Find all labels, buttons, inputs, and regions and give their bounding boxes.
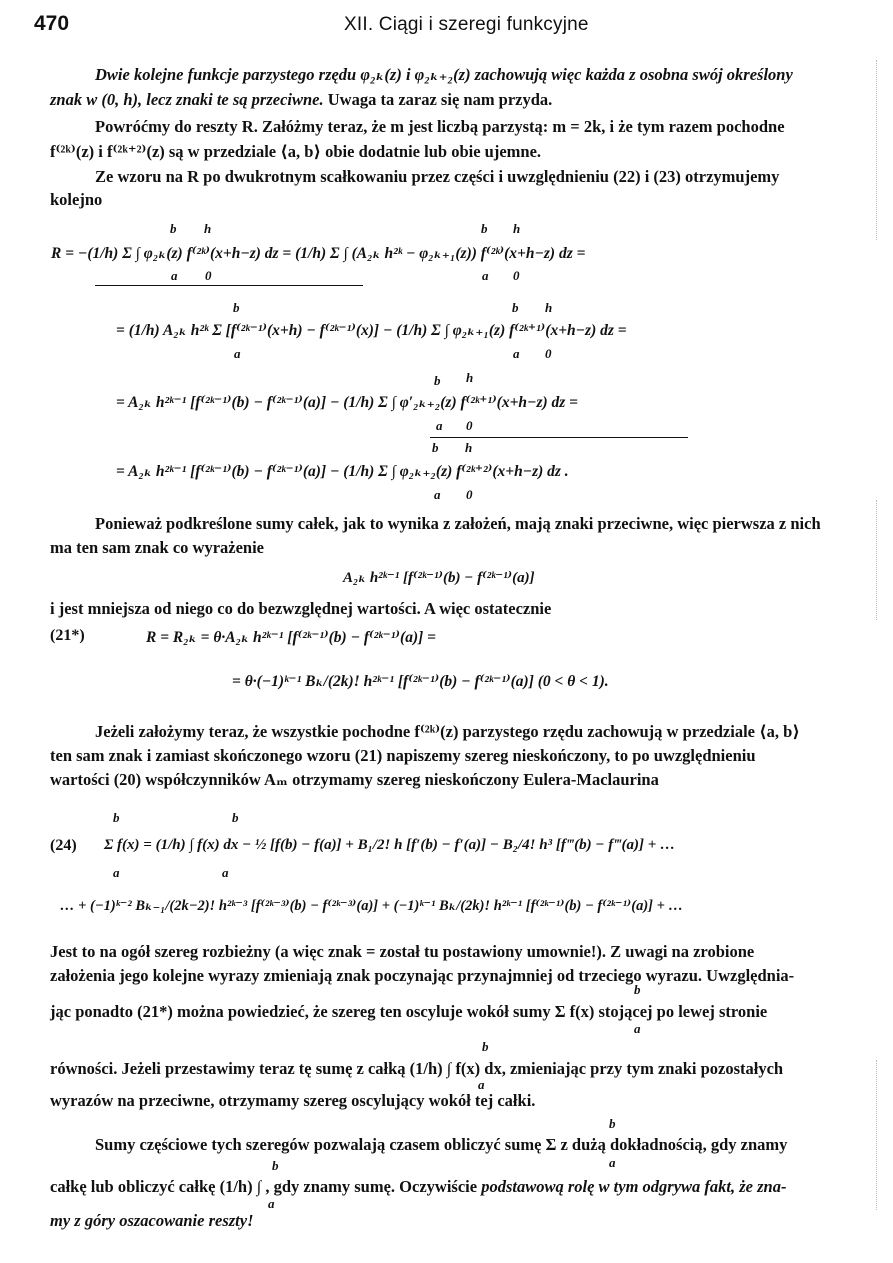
paragraph-line: Jest to na ogół szereg rozbieżny (a więc znak = został tu postawiony umownie!). Z uwagi na zrobione <box>50 942 755 961</box>
sum-lower-limit: a <box>113 865 120 880</box>
integral-upper-limit: b <box>482 1039 489 1054</box>
sum-upper-limit: b <box>432 440 439 455</box>
scan-edge-mark <box>876 500 879 620</box>
equation-label: (21*) <box>50 627 85 644</box>
integral-upper-limit: b <box>232 810 239 825</box>
sum-upper-limit: b <box>170 221 177 236</box>
paragraph-line: Jeżeli założymy teraz, że wszystkie pochodne f⁽²ᵏ⁾(z) parzystego rzędu zachowują w przedziale ⟨a, b⟩ <box>95 722 800 741</box>
paragraph-line: wyrazów na przeciwne, otrzymamy szereg oscylujący wokół tej całki. <box>50 1091 536 1110</box>
paragraph-line: Ze wzoru na R po dwukrotnym scałkowaniu przez części i uwzględnieniu (22) i (23) otrzymujemy <box>95 167 780 186</box>
scan-edge-mark <box>876 1060 879 1210</box>
integral-upper-limit: h <box>466 370 474 385</box>
integral-upper-limit: h <box>545 300 553 315</box>
sum-upper-limit: b <box>512 300 519 315</box>
sum-lower-limit: a <box>634 1021 641 1036</box>
equation-expression: A₂ₖ h²ᵏ⁻¹ [f⁽²ᵏ⁻¹⁾(b) − f⁽²ᵏ⁻¹⁾(a)] <box>343 570 535 586</box>
sum-upper-limit: b <box>113 810 120 825</box>
equation-line: = A₂ₖ h²ᵏ⁻¹ [f⁽²ᵏ⁻¹⁾(b) − f⁽²ᵏ⁻¹⁾(a)] − (1/h) Σ ∫ φ₂ₖ₊₂(z) f⁽²ᵏ⁺²⁾(x+h−z) dz . <box>116 463 569 480</box>
equation-line: = θ·(−1)ᵏ⁻¹ Bₖ/(2k)! h²ᵏ⁻¹ [f⁽²ᵏ⁻¹⁾(b) − f⁽²ᵏ⁻¹⁾(a)] (0 < θ < 1). <box>232 673 609 690</box>
italic-text: podstawową rolę w tym odgrywa fakt, że zna- <box>481 1177 787 1196</box>
equation-line: R = R₂ₖ = θ·A₂ₖ h²ᵏ⁻¹ [f⁽²ᵏ⁻¹⁾(b) − f⁽²ᵏ⁻¹⁾(a)] = <box>146 629 436 646</box>
sum-upper-limit: b <box>634 982 641 997</box>
sum-upper-limit: b <box>233 300 240 315</box>
integral-upper-limit: h <box>204 221 212 236</box>
equation-label: (24) <box>50 837 77 854</box>
paragraph-line: kolejno <box>50 190 103 209</box>
underline <box>430 437 688 438</box>
sum-upper-limit: b <box>481 221 488 236</box>
paragraph-line <box>50 89 860 111</box>
underline <box>95 285 363 286</box>
plain-text: całkę lub obliczyć całkę (1/h) ∫ , gdy znamy sumę. Oczywiście <box>50 1177 482 1196</box>
running-header: XII. Ciągi i szeregi funkcyjne <box>344 14 589 35</box>
sum-upper-limit: b <box>609 1116 616 1131</box>
integral-lower-limit: 0 <box>466 487 473 502</box>
integral-lower-limit: 0 <box>545 346 552 361</box>
integral-upper-limit: b <box>272 1158 279 1173</box>
paragraph-line: ma ten sam znak co wyrażenie <box>50 538 265 557</box>
integral-lower-limit: 0 <box>205 268 212 283</box>
paragraph-line: i jest mniejsza od niego co do bezwzględnej wartości. A więc ostatecznie <box>50 599 552 618</box>
equation-line: … + (−1)ᵏ⁻² Bₖ₋₁/(2k−2)! h²ᵏ⁻³ [f⁽²ᵏ⁻³⁾(b) − f⁽²ᵏ⁻³⁾(a)] + (−1)ᵏ⁻¹ Bₖ/(2k)! h²ᵏ⁻¹ [f⁽²ᵏ⁻¹⁾(b) − f⁽²ᵏ⁻¹⁾(a)] + … <box>60 898 683 914</box>
integral-lower-limit: a <box>268 1196 275 1211</box>
paragraph-line: założenia jego kolejne wyrazy zmieniają znak poczynając przynajmniej od trzeciego wyrazu. Uwzględnia- <box>50 966 795 985</box>
sum-lower-limit: a <box>436 418 443 433</box>
sum-upper-limit: b <box>434 373 441 388</box>
paragraph-line: Dwie kolejne funkcje parzystego rzędu φ₂ₖ(z) i φ₂ₖ₊₂(z) zachowują więc każda z osobna swój określony <box>95 65 793 84</box>
equation-line: R = −(1/h) Σ ∫ φ₂ₖ(z) f⁽²ᵏ⁾(x+h−z) dz = (1/h) Σ ∫ (A₂ₖ h²ᵏ − φ₂ₖ₊₁(z)) f⁽²ᵏ⁾(x+h−z) dz = <box>51 245 586 262</box>
integral-lower-limit: 0 <box>466 418 473 433</box>
scan-edge-mark <box>876 60 879 240</box>
sum-lower-limit: a <box>234 346 241 361</box>
paragraph-line: Ponieważ podkreślone sumy całek, jak to wynika z założeń, mają znaki przeciwne, więc pierwsza z nich <box>95 514 821 533</box>
integral-lower-limit: a <box>222 865 229 880</box>
sum-lower-limit: a <box>171 268 178 283</box>
integral-lower-limit: 0 <box>513 268 520 283</box>
equation-line: Σ f(x) = (1/h) ∫ f(x) dx − ½ [f(b) − f(a)] + B₁/2! h [f′(b) − f′(a)] − B₂/4! h³ [f‴(b) − f‴(a)] + … <box>104 837 676 853</box>
sum-lower-limit: a <box>513 346 520 361</box>
paragraph-line: ten sam znak i zamiast skończonego wzoru (21) napiszemy szereg nieskończony, to po uwzględnieniu <box>50 746 756 765</box>
italic-text: znak w (0, h), lecz znaki te są przeciwne. <box>50 90 324 109</box>
sum-lower-limit: a <box>609 1155 616 1170</box>
paragraph-line <box>50 1176 860 1198</box>
paragraph-line: my z góry oszacowanie reszty! <box>50 1211 254 1230</box>
integral-upper-limit: h <box>513 221 521 236</box>
integral-lower-limit: a <box>478 1077 485 1092</box>
equation-line: = A₂ₖ h²ᵏ⁻¹ [f⁽²ᵏ⁻¹⁾(b) − f⁽²ᵏ⁻¹⁾(a)] − (1/h) Σ ∫ φ′₂ₖ₊₂(z) f⁽²ᵏ⁺¹⁾(x+h−z) dz = <box>116 394 578 411</box>
sum-lower-limit: a <box>482 268 489 283</box>
paragraph-line: Powróćmy do reszty R. Załóżmy teraz, że m jest liczbą parzystą: m = 2k, i że tym razem pochodne <box>95 117 785 136</box>
equation-line: = (1/h) A₂ₖ h²ᵏ Σ [f⁽²ᵏ⁻¹⁾(x+h) − f⁽²ᵏ⁻¹⁾(x)] − (1/h) Σ ∫ φ₂ₖ₊₁(z) f⁽²ᵏ⁺¹⁾(x+h−z) dz = <box>116 322 627 339</box>
plain-text: Uwaga ta zaraz się nam przyda. <box>323 90 553 109</box>
sum-lower-limit: a <box>434 487 441 502</box>
paragraph-line: równości. Jeżeli przestawimy teraz tę sumę z całką (1/h) ∫ f(x) dx, zmieniając przy tym znaki pozostałych <box>50 1059 784 1078</box>
paragraph-line: f⁽²ᵏ⁾(z) i f⁽²ᵏ⁺²⁾(z) są w przedziale ⟨a, b⟩ obie dodatnie lub obie ujemne. <box>50 142 542 161</box>
paragraph-line: wartości (20) współczynników Aₘ otrzymamy szereg nieskończony Eulera-Maclaurina <box>50 770 659 789</box>
page-number: 470 <box>34 12 70 35</box>
integral-upper-limit: h <box>465 440 473 455</box>
paragraph-line: jąc ponadto (21*) można powiedzieć, że szereg ten oscyluje wokół sumy Σ f(x) stojącej po lewej stronie <box>50 1002 768 1021</box>
paragraph-line: Sumy częściowe tych szeregów pozwalają czasem obliczyć sumę Σ z dużą dokładnością, gdy znamy <box>95 1135 788 1154</box>
